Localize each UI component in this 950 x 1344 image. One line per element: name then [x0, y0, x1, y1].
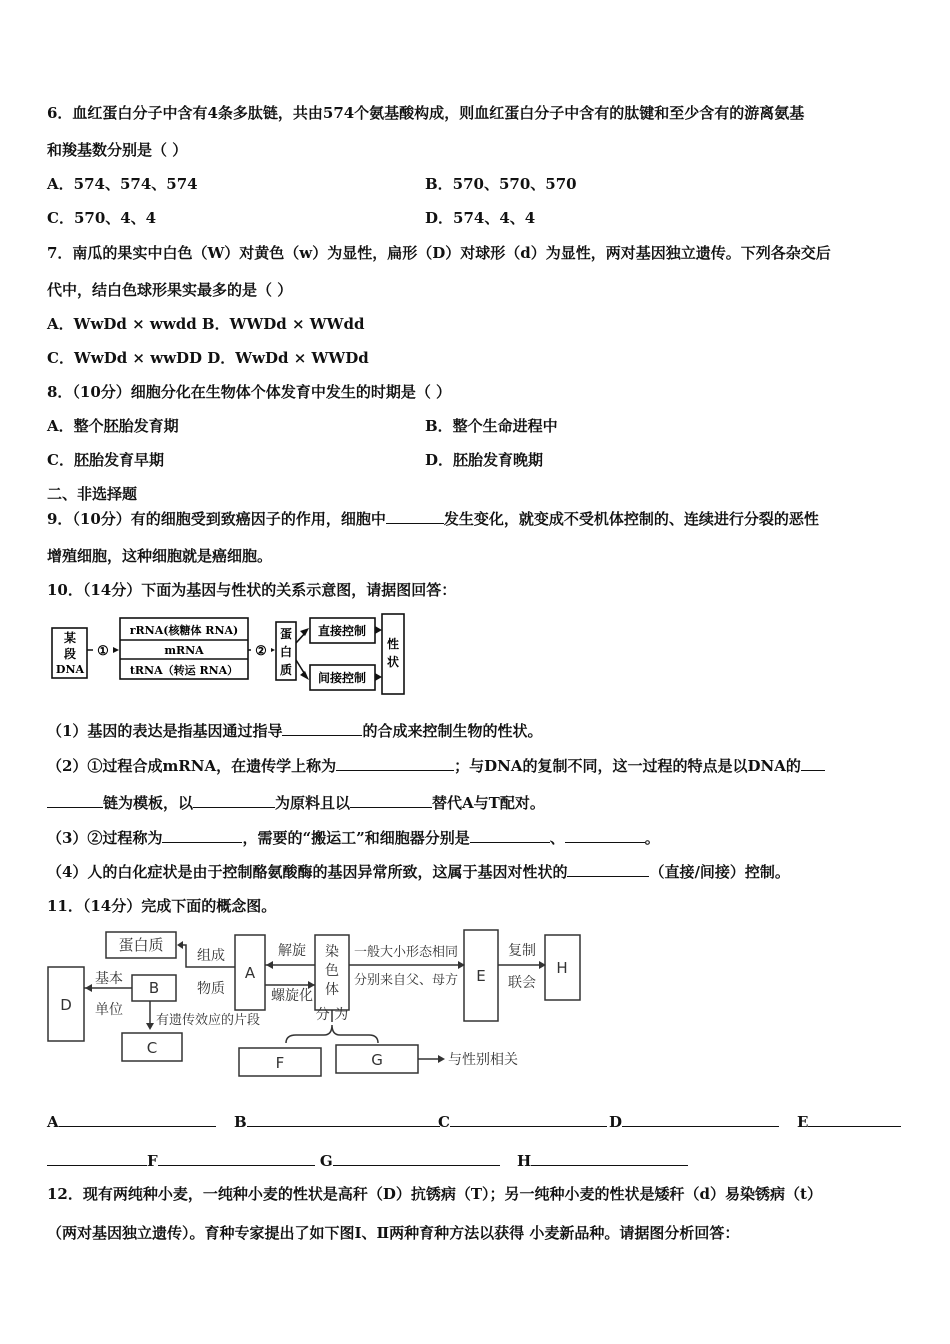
dna-label-3: DNA [55, 663, 85, 676]
answer-b: B [234, 1112, 440, 1132]
q12-stem-line2: （两对基因独立遗传）。育种专家提出了如下图Ⅰ、Ⅱ两种育种方法以获得 小麦新品种。请据图分析回答： [47, 1224, 740, 1242]
origin-label: 分别来自父、母方 [353, 973, 459, 988]
indirect-control-label: 间接控制 [317, 671, 367, 685]
q6-option-a: A．574、574、574 [47, 175, 198, 193]
gene-trait-diagram [48, 610, 410, 696]
q7-stem-line2: 代中，结白色球形果实最多的是（ ） [47, 281, 293, 299]
q10-sub2-blank3[interactable] [193, 793, 275, 808]
answer-e-continued[interactable] [47, 1151, 147, 1166]
step1-label: ① [97, 644, 109, 659]
trna-label: tRNA（转运 RNA） [129, 664, 239, 677]
q6-stem-line2: 和羧基数分别是（ ） [47, 141, 188, 159]
dna-label-1: 某 [63, 631, 77, 645]
q8-option-a: A．整个胚胎发育期 [47, 417, 179, 435]
answer-a: A [47, 1113, 216, 1131]
basic-unit-label-2: 单位 [95, 1002, 123, 1018]
protein-node: 蛋白质 [118, 936, 164, 954]
q8-option-c: C．胚胎发育早期 [47, 451, 164, 469]
q6-option-c: C．570、4、4 [47, 209, 157, 227]
section-heading: 二、非选择题 [47, 485, 138, 503]
dna-label-2: 段 [63, 647, 77, 661]
q7-options-ab: A．WwDd × wwdd B．WWDd × WWdd [47, 315, 365, 333]
protein-label-2: 白 [279, 645, 293, 659]
q6-options-row2 [47, 208, 536, 228]
basic-unit-label-1: 基本 [95, 971, 123, 987]
q10-sub2-blank4[interactable] [350, 793, 432, 808]
q6-stem-line1: 6．血红蛋白分子中含有4条多肽链，共由574个氨基酸构成，则血红蛋白分子中含有的肽键和至少含有的游离氨基 [47, 104, 805, 122]
divide-label: 分 为 [315, 1007, 349, 1023]
composition-label-2: 物质 [197, 981, 225, 997]
q8-options-row1 [47, 416, 558, 436]
q8-option-d: D．胚胎发育晚期 [425, 451, 544, 469]
node-c: C [146, 1039, 158, 1057]
chromosome-label-1: 染 [325, 944, 339, 960]
q10-sub3: （3）②过程称为 ，需要的“搬运工”和细胞器分别是 、 。 [47, 829, 660, 847]
q9-stem-line1: 9．（10分）有的细胞受到致癌因子的作用，细胞中 发生变化，就变成不受机体控制的、连续进行分裂的恶性 [47, 510, 819, 528]
q10-sub2-blank2-start[interactable] [801, 756, 825, 771]
q8-options-row2 [47, 450, 544, 470]
protein-label-3: 质 [279, 663, 293, 677]
chromosome-label-2: 色 [325, 963, 339, 979]
same-size-label: 一般大小形态相同 [353, 945, 459, 960]
answer-f: F [147, 1152, 315, 1170]
q10-sub3-blank2[interactable] [470, 828, 550, 843]
q6-option-d: D．574、4、4 [425, 209, 536, 227]
q10-sub2-line2: 链为模板，以 为原料且以 替代A与T配对。 [47, 793, 545, 813]
protein-label-1: 蛋 [279, 627, 293, 641]
q9-stem-line2: 增殖细胞，这种细胞就是癌细胞。 [47, 547, 273, 565]
q10-sub1: （1）基因的表达是指基因通过指导 的合成来控制生物的性状。 [47, 722, 543, 740]
node-b: B [148, 979, 160, 997]
unwind-label: 解旋 [278, 943, 306, 959]
node-g: G [371, 1051, 383, 1069]
q6-options-row1 [47, 174, 577, 194]
mrna-label: mRNA [164, 644, 204, 657]
coil-label: 螺旋化 [271, 988, 313, 1004]
node-e: E [476, 967, 486, 985]
trait-label-1: 性 [386, 637, 400, 651]
composition-label-1: 组成 [197, 948, 225, 964]
answer-d: D [609, 1112, 779, 1132]
answer-g: G [320, 1152, 500, 1170]
sex-related-label: 与性别相关 [448, 1052, 518, 1068]
q7-stem-line1: 7．南瓜的果实中白色（W）对黄色（w）为显性，扁形（D）对球形（d）为显性，两对基因独立遗传。下列各杂交后 [47, 244, 831, 262]
answer-c: C [438, 1112, 607, 1132]
q10-sub2-blank1[interactable] [336, 756, 454, 771]
q6-option-b: B．570、570、570 [425, 175, 577, 193]
synapsis-label: 联会 [508, 975, 536, 991]
q11-stem: 11．（14分）完成下面的概念图。 [47, 897, 277, 915]
node-f: F [275, 1054, 285, 1072]
node-h: H [556, 959, 568, 977]
q9-answer-blank[interactable] [386, 509, 444, 524]
genetic-segment-label: 有遗传效应的片段 [156, 1013, 261, 1028]
q11-answer-row2 [47, 1151, 688, 1171]
q10-sub2-blank2-end[interactable] [47, 793, 103, 808]
q10-sub3-blank1[interactable] [162, 828, 242, 843]
rrna-label: rRNA(核糖体 RNA) [129, 624, 239, 637]
q11-answer-row1 [47, 1112, 809, 1132]
chromosome-concept-map [44, 925, 584, 1085]
node-d: D [60, 996, 72, 1014]
node-a: A [244, 964, 256, 982]
q10-sub3-blank3[interactable] [565, 828, 645, 843]
step2-label: ② [255, 644, 267, 659]
direct-control-label: 直接控制 [317, 624, 367, 638]
q10-sub4: （4）人的白化症状是由于控制酪氨酸酶的基因异常所致，这属于基因对性状的 （直接/间接）控制。 [47, 863, 790, 881]
q10-sub4-blank[interactable] [567, 862, 649, 877]
q8-option-b: B．整个生命进程中 [425, 417, 558, 435]
answer-e: E [797, 1112, 901, 1132]
chromosome-label-3: 体 [325, 982, 339, 998]
trait-label-2: 状 [386, 655, 400, 669]
q12-stem-line1: 12．现有两纯种小麦，一纯种小麦的性状是高秆（D）抗锈病（T）；另一纯种小麦的性状是矮秆（d）易染锈病（t） [47, 1185, 822, 1203]
q7-options-cd: C．WwDd × wwDD D．WwDd × WWDd [47, 349, 369, 367]
replicate-label: 复制 [508, 943, 536, 959]
q10-sub2-line1: （2）①过程合成mRNA，在遗传学上称为 ；与DNA的复制不同，这一过程的特点是以DNA的 [47, 756, 825, 776]
q10-stem: 10．（14分）下面为基因与性状的关系示意图，请据图回答： [47, 581, 457, 599]
q10-sub1-blank[interactable] [282, 721, 362, 736]
q8-stem: 8．（10分）细胞分化在生物体个体发育中发生的时期是（ ） [47, 383, 452, 401]
answer-h: H [517, 1152, 688, 1170]
